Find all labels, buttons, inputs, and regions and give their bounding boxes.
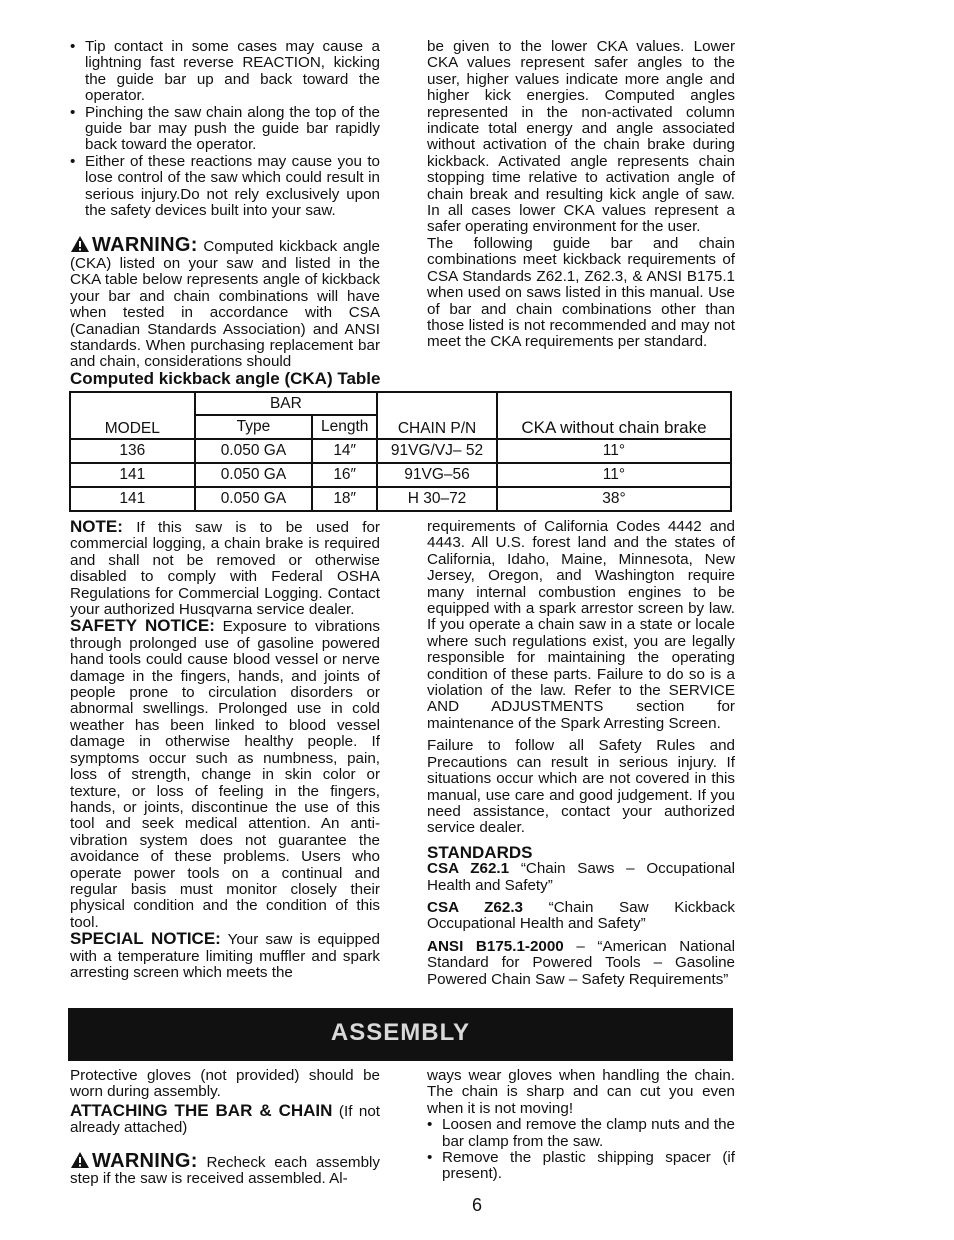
bar-chain-combinations: The following guide bar and chain combinations meet kickback requirements of CSA Standards Z62.1, Z62.3, & ANSI B175.1 when used on saws listed in this manual. Use of bar and chain combinations other than those listed is not recommended and may not meet the CKA requirements per standard. (427, 234, 735, 351)
cell-length: 14″ (312, 439, 377, 463)
warning-text: Recheck each assembly step if the saw is received assembled. Al- (70, 1153, 380, 1188)
note-paragraph (70, 519, 380, 618)
top-right-column (427, 39, 735, 351)
cell-model: 141 (70, 463, 195, 487)
table-row (70, 439, 731, 463)
header-chain-pn: CHAIN P/N (377, 392, 497, 439)
attach-heading (70, 1100, 380, 1137)
cell-cka: 11° (497, 463, 731, 487)
warning-label: WARNING: (92, 1149, 198, 1172)
assembly-banner (68, 1008, 733, 1061)
attach-note: (If not already attached) (70, 1102, 380, 1137)
cell-length: 18″ (312, 487, 377, 511)
cell-model: 141 (70, 487, 195, 511)
assembly-title: ASSEMBLY (330, 1019, 471, 1046)
header-cka: CKA without chain brake (497, 392, 731, 439)
safety-rules-paragraph: Failure to follow all Safety Rules and Precautions can result in serious injury. If situations occur which are not covered in this manual, use care and good judgement. If you need assistance, contact your authorized service dealer. (427, 737, 735, 837)
table-row (70, 463, 731, 487)
standard-item (427, 939, 735, 988)
standard-title: “Chain Saws – Occupational Health and Safety” (427, 860, 735, 894)
list-item: • Pinching the saw chain along the top of the guide bar may push the guide bar rapidly back toward the operator. (70, 105, 380, 154)
page-number: 6 (471, 1195, 482, 1215)
special-notice-paragraph (70, 931, 380, 981)
assembly-right-column (427, 1068, 735, 1183)
cell-chain: 91VG–56 (377, 463, 497, 487)
warning-paragraph (70, 235, 380, 370)
cell-chain: H 30–72 (377, 487, 497, 511)
cell-type: 0.050 GA (195, 463, 313, 487)
standard-item (427, 900, 735, 933)
middle-left-column (70, 519, 380, 981)
assembly-steps (427, 1117, 735, 1183)
attach-label: ATTACHING THE BAR & CHAIN (70, 1100, 333, 1120)
cka-table (69, 391, 732, 512)
assembly-warning-paragraph (70, 1151, 380, 1188)
cell-type: 0.050 GA (195, 487, 313, 511)
kickback-bullets (70, 39, 380, 219)
cell-chain: 91VG/VJ– 52 (377, 439, 497, 463)
safety-notice-paragraph (70, 618, 380, 931)
list-item: • Remove the plastic shipping spacer (if present). (427, 1150, 735, 1183)
standard-code: CSA Z62.1 (427, 860, 510, 878)
header-length: Length (312, 415, 377, 439)
safety-notice-label: SAFETY NOTICE: (70, 616, 215, 636)
standard-title: – “American National Standard for Powered Tools – Gasoline Powered Chain Saw – Safety Requirements” (427, 937, 735, 988)
list-item: • Tip contact in some cases may cause a lightning fast reverse REACTION, kicking the guide bar up and back toward the operator. (70, 39, 380, 105)
list-item: • Loosen and remove the clamp nuts and the bar clamp from the saw. (427, 1117, 735, 1150)
header-model: MODEL (70, 392, 195, 439)
assembly-left-column (70, 1068, 380, 1187)
gloves-continued: ways wear gloves when handling the chain. The chain is sharp and can cut you even when it is not moving! (427, 1067, 735, 1117)
special-notice-label: SPECIAL NOTICE: (70, 929, 221, 949)
warning-icon (70, 235, 90, 253)
header-bar: BAR (195, 392, 378, 415)
cell-model: 136 (70, 439, 195, 463)
table-row (70, 487, 731, 511)
warning-icon (70, 1151, 90, 1169)
california-codes-paragraph: requirements of California Codes 4442 and 4443. All U.S. forest land and the states of California, Idaho, Maine, Minnesota, New Jersey, Oregon, and Washington require many internal combustion engines to be equipped with a spark arrestor screen by law. If you operate a chain saw in a state or locale where such regulations exist, you are legally responsible for maintaining the operating condition of these parts. Failure to do so is a violation of the law. Refer to the SERVICE AND ADJUSTMENTS section for maintenance of the Spark Arresting Screen. (427, 518, 735, 732)
note-label: NOTE: (70, 517, 123, 536)
middle-right-column (427, 519, 735, 988)
top-left-column (70, 39, 380, 371)
special-notice-text: Your saw is equipped with a temperature limiting muffler and spark arresting screen which meets the (70, 931, 380, 981)
standards-heading: STANDARDS (427, 842, 533, 862)
cell-cka: 11° (497, 439, 731, 463)
warning-text: Computed kickback angle (CKA) listed on your saw and listed in the CKA table below represents angle of kickback your bar and chain combinations will have when tested in accordance with CSA (Canadian Standards Association) and ANSI standards. When purchasing replacement bar and chain, considerations should (70, 238, 380, 371)
cka-explanation: be given to the lower CKA values. Lower CKA values represent safer angles to the user, higher values indicate more angle and higher kick energies. Computed angles represented in the non-activated column indicate total energy and angle associated without activation of the chain brake during kickback. Activated angle represents chain stopping time relative to activation angle of chain break and resulting kick angle of saw. In all cases lower CKA values represent a safer operating environment for the user. (427, 38, 735, 236)
standard-item (427, 861, 735, 894)
standard-code: CSA Z62.3 (427, 898, 523, 916)
table-header-row (70, 392, 731, 415)
safety-notice-text: Exposure to vibrations through prolonged use of gasoline powered hand tools could cause blood vessel or nerve damage in the fingers, hands, and joints of people prone to circulation disorders or abnormal swellings. Prolonged use in cold weather has been linked to blood vessel damage in otherwise healthy people. If symptoms occur such as numbness, pain, loss of strength, change in skin color or texture, or loss of feeling in the fingers, hands, or joints, discontinue the use of this tool and seek medical attention. An anti-vibration system does not guarantee the avoidance of these problems. Users who operate power tools on a continual and regular basis must monitor closely their physical condition and the condition of this tool. (70, 618, 380, 931)
cell-length: 16″ (312, 463, 377, 487)
warning-label: WARNING: (92, 234, 198, 257)
header-type: Type (195, 415, 313, 439)
standard-title: “Chain Saw Kickback Occupational Health and Safety” (427, 898, 736, 933)
gloves-paragraph: Protective gloves (not provided) should be worn during assembly. (70, 1067, 380, 1101)
standard-code: ANSI B175.1-2000 (427, 937, 564, 955)
cell-cka: 38° (497, 487, 731, 511)
table-title: Computed kickback angle (CKA) Table (70, 369, 381, 388)
note-text: If this saw is to be used for commercial logging, a chain brake is required and shall not be removed or otherwise disabled to comply with Federal OSHA Regulations for Commercial Logging. Contact your authorized Husqvarna service dealer. (70, 519, 380, 619)
cell-type: 0.050 GA (195, 439, 313, 463)
list-item: • Either of these reactions may cause you to lose control of the saw which could result in serious injury.Do not rely exclusively upon the safety devices built into your saw. (70, 154, 380, 220)
